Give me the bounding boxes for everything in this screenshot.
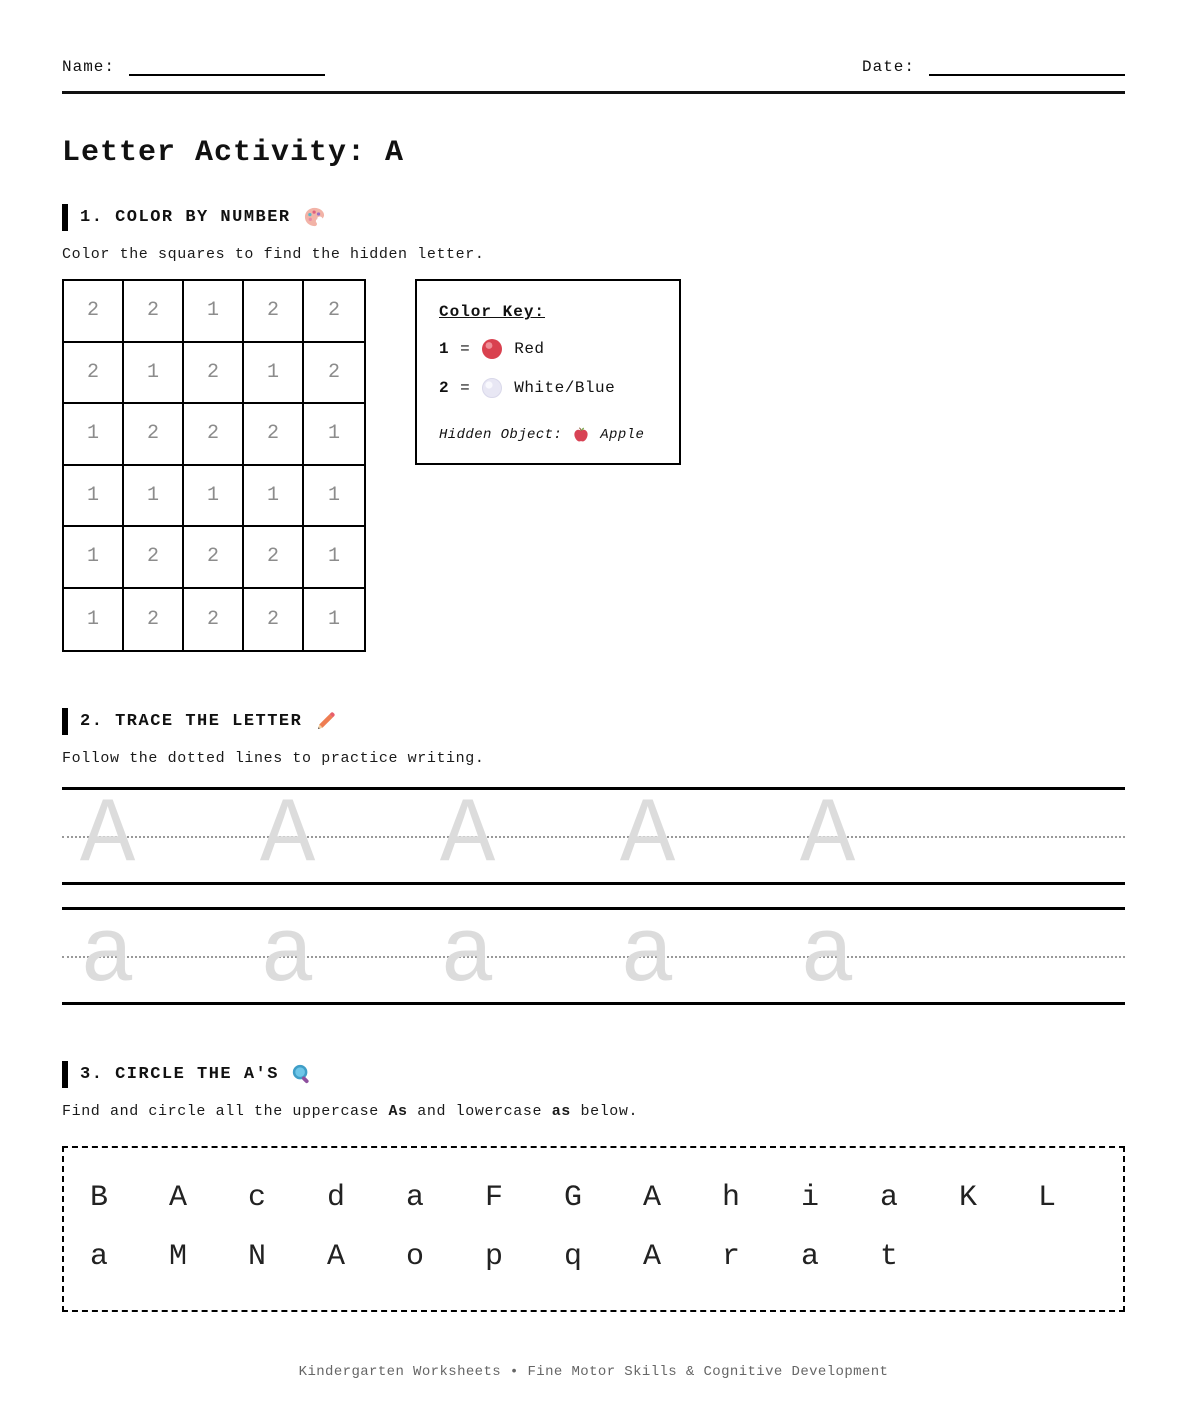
grid-cell: 2 xyxy=(184,527,244,589)
page-footer: Kindergarten Worksheets • Fine Motor Skills & Cognitive Development xyxy=(298,1364,889,1380)
header-divider xyxy=(62,91,1125,94)
key-number: 2 xyxy=(439,379,450,397)
trace-line-uppercase xyxy=(62,783,1125,888)
apple-icon xyxy=(571,425,591,445)
date-blank-line xyxy=(929,60,1125,76)
section2-header xyxy=(62,708,1125,735)
white-blue-circle-icon xyxy=(481,377,503,399)
grid-cell: 1 xyxy=(304,527,364,589)
grid-cell: 1 xyxy=(124,343,184,405)
search-letter: B xyxy=(90,1180,109,1215)
grid-cell: 2 xyxy=(64,343,124,405)
key-label: Red xyxy=(514,340,545,358)
grid-cell: 2 xyxy=(64,281,124,343)
description-bold-As: As xyxy=(388,1103,408,1120)
search-letter: a xyxy=(90,1239,109,1274)
search-letter: M xyxy=(169,1239,188,1274)
section3-heading: 3. CIRCLE THE A'S xyxy=(80,1065,279,1084)
trace-letter: a xyxy=(620,903,676,1008)
letter-row-1 xyxy=(90,1168,1123,1227)
grid-cell: 2 xyxy=(124,281,184,343)
hidden-object-label: Hidden Object: xyxy=(439,427,563,443)
key-equals: = xyxy=(460,340,471,358)
grid-cell: 2 xyxy=(304,281,364,343)
key-number: 1 xyxy=(439,340,450,358)
search-letter: L xyxy=(1038,1180,1057,1215)
grid-cell: 1 xyxy=(64,527,124,589)
search-letter: G xyxy=(564,1180,583,1215)
search-letter: h xyxy=(722,1180,741,1215)
key-label: White/Blue xyxy=(514,379,616,397)
name-label: Name: xyxy=(62,58,116,76)
name-field xyxy=(62,58,325,76)
grid-cell: 1 xyxy=(244,343,304,405)
description-text: and lowercase xyxy=(407,1103,552,1120)
name-blank-line xyxy=(129,60,325,76)
search-letter: q xyxy=(564,1239,583,1274)
grid-cell: 2 xyxy=(184,589,244,651)
color-by-number-grid xyxy=(62,279,366,652)
description-text: Find and circle all the uppercase xyxy=(62,1103,389,1120)
trace-letter: A xyxy=(620,783,676,888)
grid-cell: 2 xyxy=(184,404,244,466)
grid-cell: 1 xyxy=(327,607,340,631)
search-letter: F xyxy=(485,1180,504,1215)
red-circle-icon xyxy=(481,338,503,360)
section2-description: Follow the dotted lines to practice writing. xyxy=(62,750,485,767)
hidden-object-value: Apple xyxy=(600,427,645,443)
date-field xyxy=(862,58,1125,76)
grid-cell: 1 xyxy=(64,466,124,528)
page-title: Letter Activity: A xyxy=(62,136,405,170)
date-label: Date: xyxy=(861,58,915,76)
search-letter: i xyxy=(801,1180,820,1215)
grid-cell: 1 xyxy=(304,466,364,528)
hidden-object-row xyxy=(439,425,657,445)
header-row xyxy=(62,58,1125,76)
search-letter: a xyxy=(880,1180,899,1215)
grid-cell: 1 xyxy=(304,404,364,466)
dotted-guideline xyxy=(62,956,1125,958)
grid-cell: 2 xyxy=(184,343,244,405)
section1-content xyxy=(62,279,1125,652)
palette-icon xyxy=(303,206,326,229)
description-text: below. xyxy=(570,1103,639,1120)
grid-cell: 1 xyxy=(124,466,184,528)
section-marker-bar xyxy=(62,708,68,735)
trace-letter: a xyxy=(260,903,316,1008)
trace-letter: A xyxy=(800,783,856,888)
trace-letter: A xyxy=(440,783,496,888)
letter-search-box xyxy=(62,1146,1125,1312)
trace-letter: A xyxy=(260,783,316,888)
search-letter: d xyxy=(327,1180,346,1215)
grid-cell: 2 xyxy=(304,343,364,405)
color-key-entry-red xyxy=(439,338,657,360)
search-letter: A xyxy=(643,1180,662,1215)
trace-letter: a xyxy=(440,903,496,1008)
letter-row-2 xyxy=(90,1227,1123,1286)
grid-cell: 1 xyxy=(184,466,244,528)
color-key-title: Color Key: xyxy=(439,303,546,321)
section1-heading: 1. COLOR BY NUMBER xyxy=(80,208,291,227)
grid-cell: 2 xyxy=(244,589,304,651)
search-letter: a xyxy=(801,1239,820,1274)
search-letter: a xyxy=(406,1180,425,1215)
section-marker-bar xyxy=(62,1061,68,1088)
search-letter: K xyxy=(959,1180,978,1215)
grid-cell: 2 xyxy=(244,404,304,466)
grid-cell: 1 xyxy=(244,466,304,528)
color-key-entry-white-blue xyxy=(439,377,657,399)
search-letter: o xyxy=(406,1239,425,1274)
section3-header xyxy=(62,1061,1125,1088)
grid-cell: 1 xyxy=(184,281,244,343)
grid-cell: 2 xyxy=(124,404,184,466)
trace-line-lowercase xyxy=(62,903,1125,1008)
pencil-icon xyxy=(314,710,337,733)
grid-cell: 1 xyxy=(64,404,124,466)
trace-letter: a xyxy=(800,903,856,1008)
key-equals: = xyxy=(460,379,471,397)
trace-letter: a xyxy=(80,903,136,1008)
dotted-guideline xyxy=(62,836,1125,838)
grid-cell: 2 xyxy=(244,527,304,589)
search-letter: A xyxy=(327,1239,346,1274)
grid-cell: 2 xyxy=(124,527,184,589)
search-letter: N xyxy=(248,1239,267,1274)
magnifier-icon xyxy=(291,1063,314,1086)
search-letter: r xyxy=(722,1239,741,1274)
description-bold-as: as xyxy=(551,1103,571,1120)
section-marker-bar xyxy=(62,204,68,231)
search-letter: t xyxy=(880,1239,899,1274)
section2-heading: 2. TRACE THE LETTER xyxy=(80,712,303,731)
section1-description: Color the squares to find the hidden letter. xyxy=(62,246,485,263)
grid-cell: 2 xyxy=(124,589,184,651)
search-letter: A xyxy=(643,1239,662,1274)
search-letter: p xyxy=(485,1239,504,1274)
trace-letter: A xyxy=(80,783,136,888)
grid-cell: 2 xyxy=(244,281,304,343)
grid-cell: 1 xyxy=(64,589,124,651)
color-key-box xyxy=(415,279,681,465)
section3-description xyxy=(62,1103,1125,1120)
search-letter: c xyxy=(248,1180,267,1215)
search-letter: A xyxy=(169,1180,188,1215)
section1-header xyxy=(62,204,1125,231)
